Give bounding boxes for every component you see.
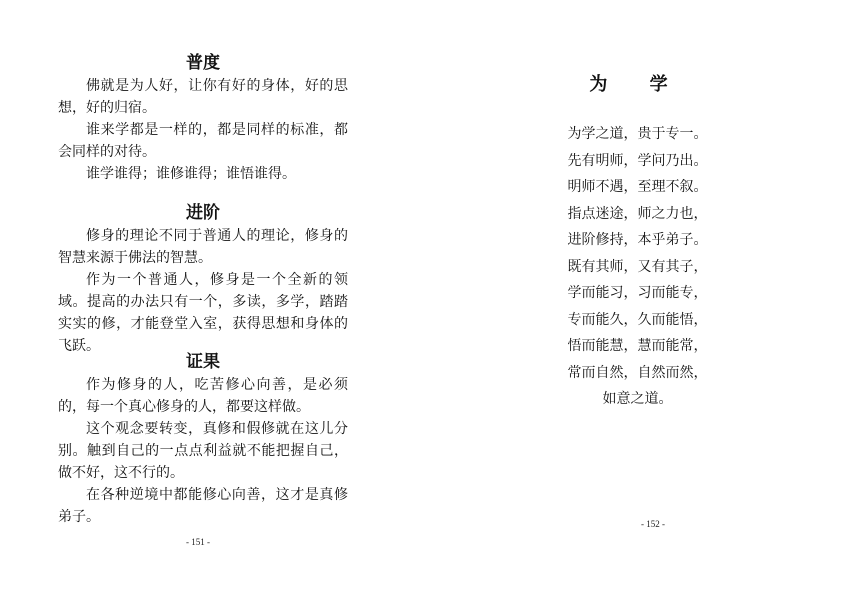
right-page xyxy=(425,0,850,600)
paragraph: 谁学谁得；谁修谁得；谁悟谁得。 xyxy=(86,166,296,182)
page-number: - 152 - xyxy=(641,519,665,529)
verse-line: 常而自然，自然而然， xyxy=(567,364,708,381)
verse-line: 先有明师，学问乃出。 xyxy=(567,152,708,169)
page-title: 为 学 xyxy=(589,74,686,95)
verse-line: 学而能习，习而能专， xyxy=(567,285,708,301)
paragraph: 作为修身的人，吃苦修心向善，是必须的，每一个真心修身的人，都要这样做。 xyxy=(58,377,348,415)
paragraph: 作为一个普通人，修身是一个全新的领域。提高的办法只有一个，多读，多学，踏踏实实的修，才能登堂入室，获得思想和身体的飞跃。 xyxy=(58,272,348,354)
verse-line: 为学之道，贵于专一。 xyxy=(567,126,708,142)
verse-line: 既有其师，又有其子， xyxy=(567,258,708,275)
paragraph: 在各种逆境中都能修心向善，这才是真修弟子。 xyxy=(58,487,348,525)
section-zhengguo xyxy=(58,351,348,528)
section-pudu xyxy=(58,52,348,185)
section-jinjie xyxy=(58,202,348,357)
verse-block xyxy=(425,121,850,413)
verse-line: 明师不遇，至理不叙。 xyxy=(567,179,708,195)
paragraph: 修身的理论不同于普通人的理论，修身的智慧来源于佛法的智慧。 xyxy=(58,228,348,266)
verse-line: 进阶修持，本乎弟子。 xyxy=(567,232,708,248)
page-number: - 151 - xyxy=(186,537,210,547)
paragraph: 佛就是为人好，让你有好的身体，好的思想，好的归宿。 xyxy=(58,78,348,116)
verse-line: 如意之道。 xyxy=(602,391,673,407)
verse-line: 专而能久，久而能悟， xyxy=(567,311,708,328)
section-title: 进阶 xyxy=(186,203,220,223)
verse-line: 悟而能慧，慧而能常， xyxy=(567,338,708,354)
verse-line: 指点迷途，师之力也， xyxy=(567,205,708,222)
section-title: 普度 xyxy=(186,53,220,73)
section-title: 证果 xyxy=(186,352,220,372)
paragraph: 谁来学都是一样的，都是同样的标准，都会同样的对待。 xyxy=(58,122,348,160)
paragraph: 这个观念要转变，真修和假修就在这儿分别。触到自己的一点点利益就不能把握自己，做不好，这不行的。 xyxy=(58,421,348,481)
